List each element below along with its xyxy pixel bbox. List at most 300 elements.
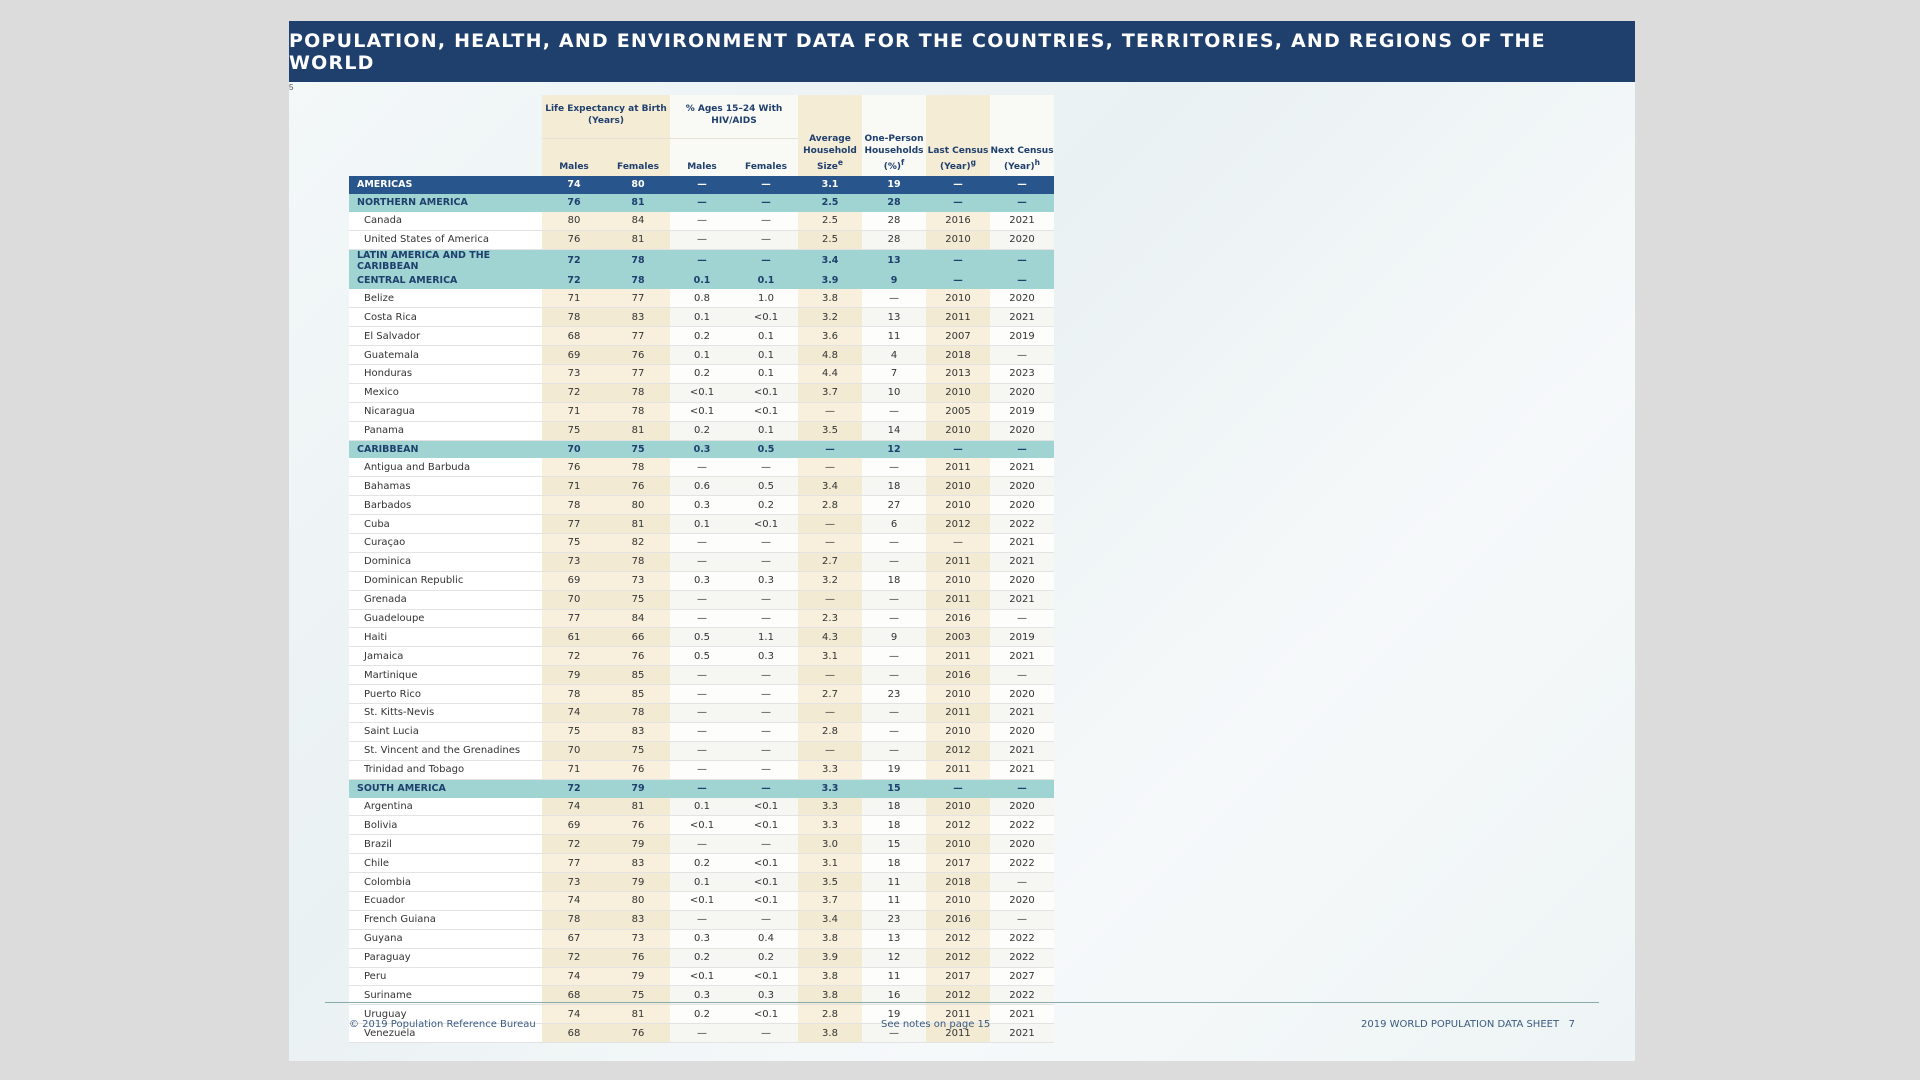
table-cell: 2016 (926, 609, 990, 628)
table-cell: 2.8 (798, 722, 862, 741)
row-name: Martinique (349, 666, 542, 685)
row-name: SOUTH AMERICA (349, 779, 542, 797)
table-cell: — (734, 534, 798, 553)
row-name: Colombia (349, 873, 542, 892)
table-cell: — (670, 212, 734, 230)
table-cell: 2020 (990, 383, 1054, 402)
table-cell: 2.8 (798, 496, 862, 515)
table-cell: 0.1 (670, 272, 734, 290)
table-cell: 0.1 (734, 346, 798, 365)
table-cell: 2010 (926, 421, 990, 440)
table-cell: 13 (862, 308, 926, 327)
table-cell: 72 (542, 835, 606, 854)
table-cell: 2020 (990, 289, 1054, 307)
row-name: Bolivia (349, 816, 542, 835)
table-cell: — (734, 230, 798, 249)
table-cell: 2016 (926, 910, 990, 929)
table-cell: 2011 (926, 760, 990, 779)
table-cell: <0.1 (734, 383, 798, 402)
table-cell: — (670, 609, 734, 628)
row-name: Brazil (349, 835, 542, 854)
table-cell: 76 (606, 816, 670, 835)
table-cell: — (798, 440, 862, 458)
table-cell: 0.3 (734, 986, 798, 1005)
table-row (349, 515, 1054, 534)
table-cell: 76 (606, 1024, 670, 1043)
table-cell: — (862, 722, 926, 741)
row-name: Panama (349, 421, 542, 440)
table-cell: 18 (862, 571, 926, 590)
table-cell: — (798, 666, 862, 685)
row-name: Trinidad and Tobago (349, 760, 542, 779)
table-cell: 0.3 (670, 571, 734, 590)
table-cell: 18 (862, 816, 926, 835)
table-cell: 2010 (926, 496, 990, 515)
table-cell: 0.2 (670, 421, 734, 440)
table-cell: <0.1 (734, 891, 798, 910)
table-cell: 1.1 (734, 628, 798, 647)
table-cell: 78 (606, 272, 670, 290)
table-cell: 2020 (990, 230, 1054, 249)
table-cell: 2012 (926, 816, 990, 835)
table-cell: 71 (542, 289, 606, 307)
table-cell: 2010 (926, 289, 990, 307)
table-cell: <0.1 (734, 816, 798, 835)
table-cell: 0.3 (670, 986, 734, 1005)
table-cell: 67 (542, 929, 606, 948)
header-blank (349, 95, 542, 176)
table-cell: 73 (542, 873, 606, 892)
region-row (349, 440, 1054, 458)
table-cell: 0.5 (670, 647, 734, 666)
table-cell: <0.1 (670, 402, 734, 421)
table-cell: 0.1 (734, 327, 798, 346)
table-row (349, 835, 1054, 854)
row-name: Peru (349, 967, 542, 986)
table-row (349, 891, 1054, 910)
table-cell: 0.1 (670, 346, 734, 365)
table-cell: 0.3 (734, 647, 798, 666)
table-cell: 2020 (990, 571, 1054, 590)
table-cell: 2012 (926, 741, 990, 760)
table-cell: 3.8 (798, 967, 862, 986)
table-cell: 2007 (926, 327, 990, 346)
table-cell: 2017 (926, 854, 990, 873)
table-cell: 2020 (990, 891, 1054, 910)
table-cell: 72 (542, 948, 606, 967)
table-cell: 15 (862, 835, 926, 854)
table-row (349, 365, 1054, 384)
table-row (349, 346, 1054, 365)
table-cell: 16 (862, 986, 926, 1005)
table-cell: 19 (862, 176, 926, 194)
row-name: Costa Rica (349, 308, 542, 327)
table-cell: 69 (542, 571, 606, 590)
table-cell: 2012 (926, 986, 990, 1005)
row-name: French Guiana (349, 910, 542, 929)
table-cell: 76 (606, 760, 670, 779)
table-cell: 78 (606, 458, 670, 476)
table-cell: 0.2 (734, 948, 798, 967)
table-cell: — (862, 1024, 926, 1043)
table-cell: 2005 (926, 402, 990, 421)
table-cell: — (926, 779, 990, 797)
table-cell: — (798, 704, 862, 723)
row-name: NORTHERN AMERICA (349, 194, 542, 212)
table-cell: — (862, 741, 926, 760)
table-cell: 73 (542, 365, 606, 384)
table-cell: 73 (606, 929, 670, 948)
row-name: Chile (349, 854, 542, 873)
table-cell: 3.3 (798, 760, 862, 779)
table-cell: 18 (862, 798, 926, 816)
table-cell: 71 (542, 477, 606, 496)
table-cell: 2011 (926, 552, 990, 571)
table-cell: 2020 (990, 835, 1054, 854)
table-cell: 0.1 (670, 873, 734, 892)
table-cell: 3.3 (798, 798, 862, 816)
table-cell: 2020 (990, 421, 1054, 440)
table-cell: 74 (542, 967, 606, 986)
table-cell: — (734, 458, 798, 476)
table-cell: 0.3 (670, 929, 734, 948)
table-cell: 76 (606, 477, 670, 496)
table-cell: — (862, 289, 926, 307)
table-cell: 0.1 (734, 272, 798, 290)
table-cell: — (670, 835, 734, 854)
table-cell: 3.2 (798, 308, 862, 327)
table-cell: 2010 (926, 891, 990, 910)
table-cell: 2020 (990, 685, 1054, 704)
table-cell: 2018 (926, 346, 990, 365)
table-cell: 15 (862, 779, 926, 797)
region-row (349, 272, 1054, 290)
header-le-males: Males (542, 139, 606, 177)
table-cell: 2019 (990, 628, 1054, 647)
row-name: Bahamas (349, 477, 542, 496)
table-row (349, 590, 1054, 609)
table-cell: 0.5 (734, 440, 798, 458)
row-name: Guadeloupe (349, 609, 542, 628)
table-cell: 74 (542, 798, 606, 816)
row-name: Jamaica (349, 647, 542, 666)
table-cell: 28 (862, 194, 926, 212)
table-row (349, 704, 1054, 723)
table-cell: 7 (862, 365, 926, 384)
table-cell: 72 (542, 249, 606, 272)
table-row (349, 816, 1054, 835)
table-cell: 77 (542, 515, 606, 534)
table-cell: 85 (606, 685, 670, 704)
table-cell: 76 (542, 458, 606, 476)
table-cell: 2010 (926, 835, 990, 854)
table-cell: — (734, 176, 798, 194)
table-cell: 78 (542, 496, 606, 515)
table-cell: — (670, 534, 734, 553)
table-cell: 3.4 (798, 910, 862, 929)
table-cell: 0.4 (734, 929, 798, 948)
table-cell: <0.1 (734, 515, 798, 534)
table-cell: 19 (862, 760, 926, 779)
table-cell: — (990, 194, 1054, 212)
region-row (349, 194, 1054, 212)
table-cell: 2018 (926, 873, 990, 892)
table-cell: <0.1 (734, 798, 798, 816)
table-cell: — (862, 590, 926, 609)
table-cell: 0.5 (670, 628, 734, 647)
table-cell: — (926, 194, 990, 212)
table-cell: 2023 (990, 365, 1054, 384)
table-cell: 68 (542, 327, 606, 346)
row-name: Ecuador (349, 891, 542, 910)
row-name: AMERICAS (349, 176, 542, 194)
table-row (349, 289, 1054, 307)
table-cell: 0.3 (734, 571, 798, 590)
table-cell: 0.3 (670, 440, 734, 458)
region-row (349, 779, 1054, 797)
table-cell: 3.1 (798, 854, 862, 873)
table-cell: 3.2 (798, 571, 862, 590)
region-row (349, 176, 1054, 194)
table-cell: — (798, 515, 862, 534)
table-cell: 75 (606, 440, 670, 458)
table-cell: 78 (606, 383, 670, 402)
table-cell: 2020 (990, 477, 1054, 496)
table-row (349, 308, 1054, 327)
table-cell: 78 (542, 308, 606, 327)
table-cell: 0.1 (670, 308, 734, 327)
row-name: Honduras (349, 365, 542, 384)
table-cell: — (670, 760, 734, 779)
table-cell: 76 (606, 346, 670, 365)
table-cell: — (670, 194, 734, 212)
table-cell: 79 (606, 967, 670, 986)
footer-copyright: © 2019 Population Reference Bureau (349, 1019, 536, 1030)
table-cell: — (670, 230, 734, 249)
table-cell: 68 (542, 1024, 606, 1043)
table-row (349, 760, 1054, 779)
table-cell: — (734, 194, 798, 212)
table-cell: 2011 (926, 1024, 990, 1043)
table-row (349, 967, 1054, 986)
header-life-expectancy: Life Expectancy at Birth (Years) (542, 95, 670, 139)
table-cell: — (990, 176, 1054, 194)
table-cell: 84 (606, 212, 670, 230)
table-cell: — (862, 458, 926, 476)
table-row (349, 534, 1054, 553)
table-cell: — (862, 609, 926, 628)
table-cell: 2027 (990, 967, 1054, 986)
table-cell: 78 (542, 910, 606, 929)
table-cell: 70 (542, 741, 606, 760)
table-cell: 80 (542, 212, 606, 230)
table-cell: 75 (606, 590, 670, 609)
table-cell: 82 (606, 534, 670, 553)
table-cell: — (862, 552, 926, 571)
table-cell: — (734, 590, 798, 609)
table-row (349, 609, 1054, 628)
table-cell: — (670, 741, 734, 760)
table-cell: <0.1 (734, 308, 798, 327)
table-cell: 3.8 (798, 289, 862, 307)
table-cell: 2012 (926, 948, 990, 967)
table-cell: 2021 (990, 534, 1054, 553)
table-cell: 84 (606, 609, 670, 628)
table-cell: — (670, 1024, 734, 1043)
table-cell: 77 (542, 854, 606, 873)
table-cell: — (734, 212, 798, 230)
header-one-person: One-Person Households (%)$^f$ (862, 95, 926, 176)
table-cell: — (670, 458, 734, 476)
table-cell: 3.7 (798, 891, 862, 910)
table-row (349, 910, 1054, 929)
table-cell: 3.8 (798, 986, 862, 1005)
table-cell: 2017 (926, 967, 990, 986)
table-cell: 77 (542, 609, 606, 628)
table-cell: — (926, 272, 990, 290)
table-cell: 3.5 (798, 873, 862, 892)
table-row (349, 230, 1054, 249)
footer-divider (325, 1002, 1599, 1003)
table-cell: <0.1 (734, 1005, 798, 1024)
table-cell: 11 (862, 873, 926, 892)
footer-notes: See notes on page 15 (881, 1019, 991, 1030)
table-cell: 2011 (926, 647, 990, 666)
table-cell: <0.1 (734, 402, 798, 421)
table-cell: 4.3 (798, 628, 862, 647)
table-cell: 74 (542, 176, 606, 194)
table-cell: 2020 (990, 798, 1054, 816)
table-cell: <0.1 (670, 816, 734, 835)
table-cell: 0.3 (670, 496, 734, 515)
table-cell: 2021 (990, 1024, 1054, 1043)
row-name: CARIBBEAN (349, 440, 542, 458)
table-cell: — (862, 402, 926, 421)
table-cell: 79 (542, 666, 606, 685)
table-cell: 0.1 (734, 365, 798, 384)
table-cell: 66 (606, 628, 670, 647)
table-cell: 1.0 (734, 289, 798, 307)
table-cell: 72 (542, 647, 606, 666)
table-cell: 2022 (990, 854, 1054, 873)
table-cell: 69 (542, 816, 606, 835)
table-row (349, 552, 1054, 571)
table-cell: 2022 (990, 948, 1054, 967)
table-cell: 81 (606, 194, 670, 212)
table-cell: 2010 (926, 798, 990, 816)
table-cell: 2019 (990, 402, 1054, 421)
table-cell: — (670, 910, 734, 929)
table-cell: — (734, 835, 798, 854)
table-cell: 0.2 (670, 948, 734, 967)
table-cell: 68 (542, 986, 606, 1005)
table-cell: 2021 (990, 647, 1054, 666)
table-cell: — (926, 176, 990, 194)
region-row (349, 249, 1054, 272)
table-cell: 2021 (990, 458, 1054, 476)
table-cell: 0.1 (670, 515, 734, 534)
table-cell: 0.8 (670, 289, 734, 307)
table-cell: 81 (606, 230, 670, 249)
row-name: Grenada (349, 590, 542, 609)
table-cell: — (990, 440, 1054, 458)
table-cell: 27 (862, 496, 926, 515)
header-next-census: Next Census (Year)$^h$ (990, 95, 1054, 176)
table-cell: 2011 (926, 308, 990, 327)
table-cell: 2.7 (798, 552, 862, 571)
row-name: Guyana (349, 929, 542, 948)
table-cell: <0.1 (670, 383, 734, 402)
table-cell: — (734, 760, 798, 779)
table-row (349, 628, 1054, 647)
row-name: Paraguay (349, 948, 542, 967)
table-cell: 70 (542, 590, 606, 609)
table-cell: — (670, 590, 734, 609)
table-cell: 3.1 (798, 176, 862, 194)
table-cell: — (670, 666, 734, 685)
row-name: St. Vincent and the Grenadines (349, 741, 542, 760)
table-cell: 3.0 (798, 835, 862, 854)
table-cell: 3.4 (798, 249, 862, 272)
row-name: LATIN AMERICA AND THE CARIBBEAN (349, 249, 542, 272)
table-row (349, 212, 1054, 230)
table-cell: — (670, 704, 734, 723)
table-row (349, 402, 1054, 421)
table-cell: 72 (542, 383, 606, 402)
table-cell: — (990, 609, 1054, 628)
table-cell: 79 (606, 873, 670, 892)
table-cell: 83 (606, 722, 670, 741)
data-table (349, 95, 1054, 1043)
table-cell: 74 (542, 1005, 606, 1024)
table-row (349, 496, 1054, 515)
table-cell: 75 (542, 722, 606, 741)
table-cell: 2021 (990, 212, 1054, 230)
header-hiv-males: Males (670, 139, 734, 177)
table-cell: 85 (606, 666, 670, 685)
table-cell: 78 (606, 552, 670, 571)
row-name: Uruguay (349, 1005, 542, 1024)
header-last-census: Last Census (Year)$^g$ (926, 95, 990, 176)
table-cell: 3.8 (798, 1024, 862, 1043)
table-cell: 75 (606, 741, 670, 760)
table-cell: 76 (606, 948, 670, 967)
table-row (349, 458, 1054, 476)
table-cell: 2011 (926, 458, 990, 476)
row-name: St. Kitts-Nevis (349, 704, 542, 723)
table-cell: 2013 (926, 365, 990, 384)
table-cell: 2020 (990, 496, 1054, 515)
table-cell: 2021 (990, 590, 1054, 609)
table-cell: 4 (862, 346, 926, 365)
table-cell: — (734, 910, 798, 929)
table-cell: 2.5 (798, 194, 862, 212)
table-cell: — (734, 741, 798, 760)
table-cell: 12 (862, 440, 926, 458)
page-banner: POPULATION, HEALTH, AND ENVIRONMENT DATA FOR THE COUNTRIES, TERRITORIES, AND REGIONS OF THE WORLD (289, 21, 1635, 82)
row-name: Dominica (349, 552, 542, 571)
table-cell: 4.4 (798, 365, 862, 384)
row-name: Nicaragua (349, 402, 542, 421)
table-cell: 9 (862, 272, 926, 290)
table-cell: 76 (542, 194, 606, 212)
table-cell: — (990, 249, 1054, 272)
table-cell: 0.2 (670, 365, 734, 384)
table-cell: 2010 (926, 383, 990, 402)
table-cell: 2021 (990, 760, 1054, 779)
table-cell: 18 (862, 477, 926, 496)
table-cell: 2016 (926, 212, 990, 230)
